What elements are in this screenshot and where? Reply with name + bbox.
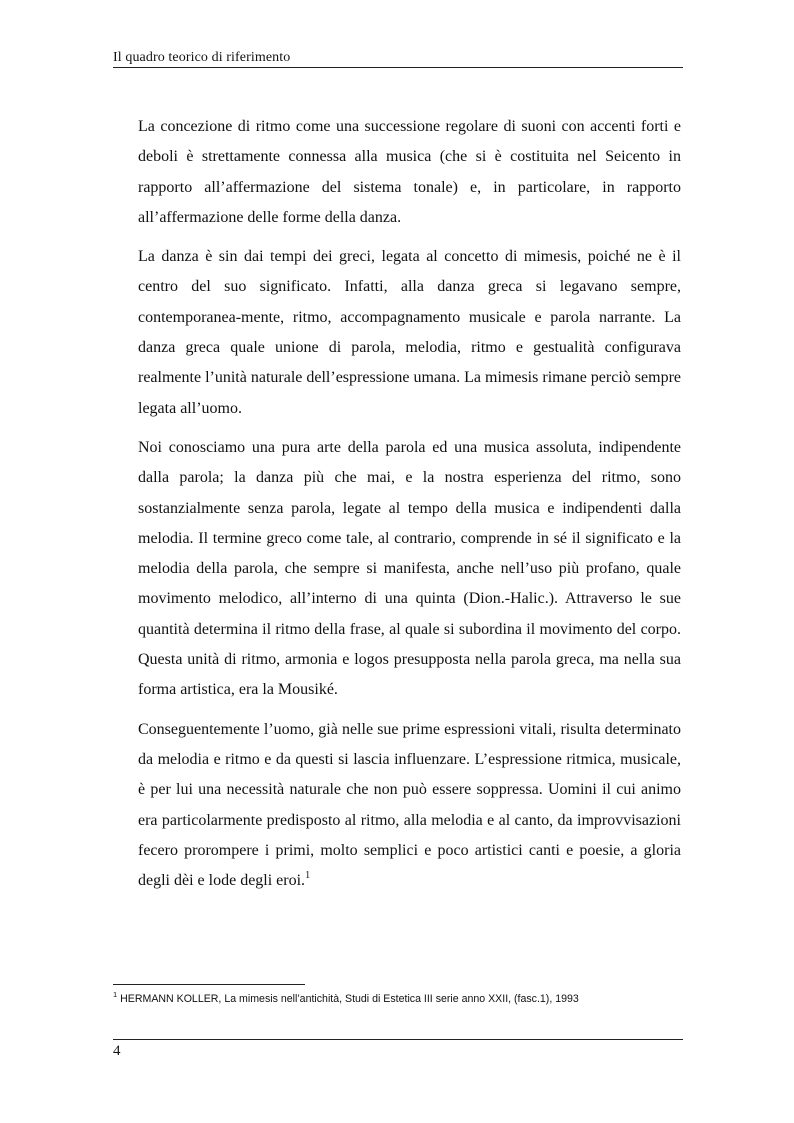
footnote-divider — [113, 984, 305, 985]
footer-divider — [113, 1039, 683, 1040]
page-number: 4 — [113, 1043, 121, 1059]
paragraph-2: La danza è sin dai tempi dei greci, legata al concetto di mimesis, poiché ne è il centro del suo significato. Infatti, alla danza greca si legavano sempre, contemporanea-mente, ritmo, accompagnamento musicale e parola narrante. La danza greca quale unione di parola, melodia, ritmo e gestualità configurava realmente l’unità naturale dell’espressione umana. La mimesis rimane perciò sempre legata all’uomo. — [138, 248, 681, 417]
footnote-reference[interactable]: 1 — [305, 870, 311, 882]
footnote-number: 1 — [113, 990, 118, 999]
footnote — [113, 992, 683, 1006]
paragraph-4-text: Conseguentemente l’uomo, già nelle sue prime espressioni vitali, risulta determinato da melodia e ritmo e da questi si lascia influenzare. L’espressione ritmica, musicale, è per lui una necessità naturale che non può essere soppressa. Uomini il cui animo era particolarmente predisposto al ritmo, alla melodia e al canto, da improvvisazioni fecero prorompere i primi, molto semplici e poco artistici canti e poesie, a gloria degli dèi e lode degli eroi. — [138, 720, 681, 890]
running-header: Il quadro teorico di riferimento — [113, 50, 291, 65]
paragraph-3: Noi conosciamo una pura arte della parola ed una musica assoluta, indipendente dalla parola; la danza più che mai, e la nostra esperienza del ritmo, sono sostanzialmente senza parola, legate al tempo della musica e indipendenti dalla melodia. Il termine greco come tale, al contrario, comprende in sé il significato e la melodia della parola, che sempre si manifesta, anche nell’uso più profano, quale movimento melodico, all’interno di una quinta (Dion.-Halic.). Attraverso le sue quantità determina il ritmo della frase, al quale si subordina il movimento del corpo. Questa unità di ritmo, armonia e logos presupposta nella parola greca, ma nella sua forma artistica, era la Mousiké. — [138, 438, 681, 699]
header-divider — [113, 67, 683, 68]
footnote-text: HERMANN KOLLER, La mimesis nell’antichità, Studi di Estetica III serie anno XXII, (fasc.1), 1993 — [120, 993, 579, 1005]
paragraph-4 — [138, 715, 681, 897]
body-text — [138, 112, 681, 905]
paragraph-1: La concezione di ritmo come una successione regolare di suoni con accenti forti e deboli è strettamente connessa alla musica (che si è costituita nel Seicento in rapporto all’affermazione del sistema tonale) e, in particolare, in rapporto all’affermazione delle forme della danza. — [138, 118, 681, 226]
